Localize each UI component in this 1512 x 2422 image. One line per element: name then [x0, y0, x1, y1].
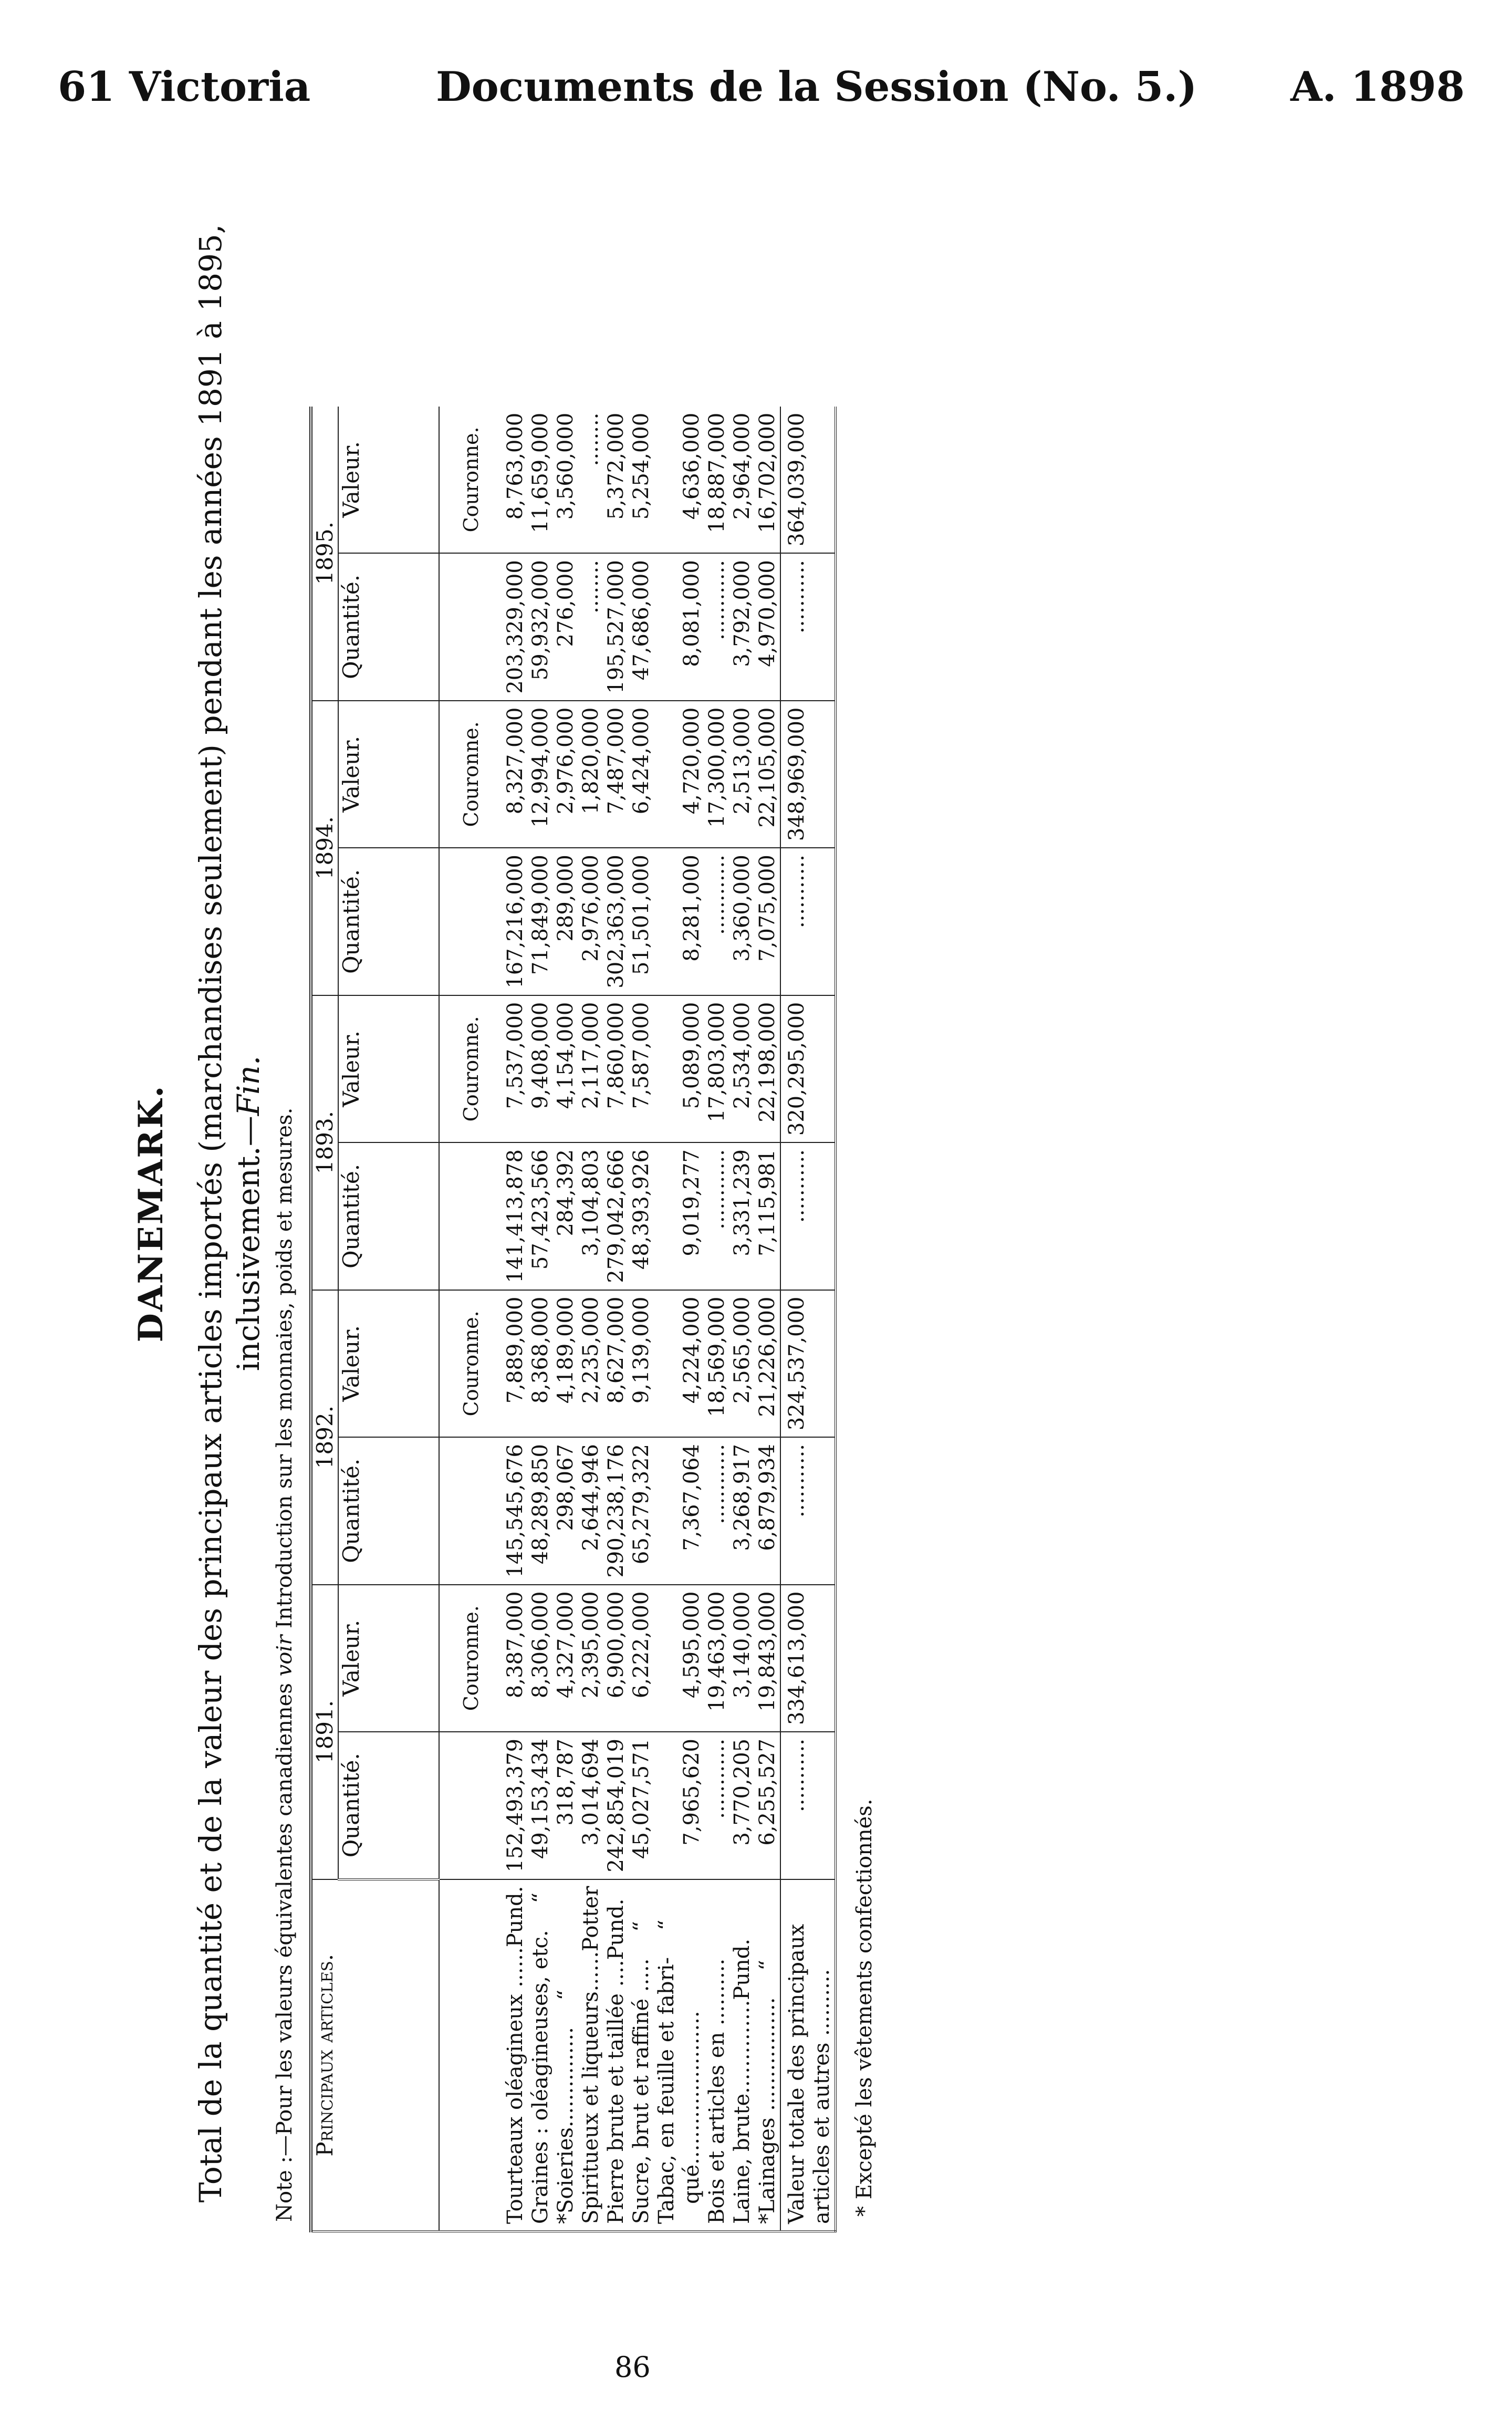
quantity-cell: 7,075,000 — [755, 848, 780, 995]
quantity-cell: 2,976,000 — [578, 848, 603, 995]
quantity-cell: 48,393,926 — [629, 1142, 654, 1290]
value-cell: 8,763,000 — [503, 407, 528, 553]
article-name: Tourteaux oléagineux ......Pund. — [503, 1879, 528, 2231]
article-name: *Lainages ................. “ — [755, 1879, 780, 2231]
quantity-cell: 71,849,000 — [528, 848, 553, 995]
value-cell — [654, 407, 679, 553]
quantity-cell: 7,965,620 — [679, 1732, 704, 1879]
total-label-line2: articles et autres .......... — [810, 1969, 834, 2224]
note-suffix: Introduction sur les monnaies, poids et mesures. — [273, 1107, 297, 1635]
quantity-cell: ............ — [704, 1732, 729, 1879]
quantity-cell: 242,854,019 — [603, 1732, 629, 1879]
value-cell: 17,803,000 — [704, 995, 729, 1142]
value-cell: 19,463,000 — [704, 1585, 729, 1732]
quantity-cell: 7,115,981 — [755, 1142, 780, 1290]
unit-label: Couronne. — [439, 1290, 503, 1437]
total-value-cell: 320,295,000 — [780, 995, 836, 1142]
table-row — [654, 407, 679, 2231]
quantity-cell: 284,392 — [553, 1142, 578, 1290]
valeur-header: Valeur. — [338, 407, 439, 553]
value-cell: 2,117,000 — [578, 995, 603, 1142]
value-cell: 22,105,000 — [755, 701, 780, 848]
value-cell — [654, 995, 679, 1142]
quantity-cell: 8,081,000 — [679, 553, 704, 700]
value-cell: 8,627,000 — [603, 1290, 629, 1437]
value-cell — [654, 701, 679, 848]
quantity-cell: ............ — [704, 1142, 729, 1290]
table-row — [629, 407, 654, 2231]
value-cell: 8,327,000 — [503, 701, 528, 848]
table-subtitle — [192, 168, 267, 2259]
article-name: Tabac, en feuille et fabri- “ — [654, 1879, 679, 2231]
subtitle-line1: Total de la quantité et de la valeur des principaux articles importés (marchandises seulement) pendant les années 1891 à 1895, — [193, 224, 228, 2203]
quantity-cell: 289,000 — [553, 848, 578, 995]
quantite-header: Quantité. — [338, 553, 439, 700]
table-row — [755, 407, 780, 2231]
value-cell: 1,820,000 — [578, 701, 603, 848]
value-cell: 4,636,000 — [679, 407, 704, 553]
value-cell: 2,513,000 — [729, 701, 755, 848]
value-cell: 7,860,000 — [603, 995, 629, 1142]
article-name: Pierre brute et taillée ....Pund. — [603, 1879, 629, 2231]
value-cell: 4,327,000 — [553, 1585, 578, 1732]
quantity-cell: 3,268,917 — [729, 1437, 755, 1584]
value-cell — [654, 1585, 679, 1732]
article-name: qué....................... — [679, 1879, 704, 2231]
value-cell: 4,720,000 — [679, 701, 704, 848]
article-name: Sucre, brut et raffiné ..... “ — [629, 1879, 654, 2231]
article-name: Spiritueux et liqueurs......Potter — [578, 1879, 603, 2231]
quantity-cell: 3,014,694 — [578, 1732, 603, 1879]
value-cell: 2,964,000 — [729, 407, 755, 553]
year-header: 1894. — [311, 701, 338, 995]
year-header: 1891. — [311, 1585, 338, 1879]
quantity-cell: 57,423,566 — [528, 1142, 553, 1290]
quantity-cell — [654, 553, 679, 700]
quantite-header: Quantité. — [338, 1142, 439, 1290]
table-row — [679, 407, 704, 2231]
year-header: 1893. — [311, 995, 338, 1290]
value-cell: 2,395,000 — [578, 1585, 603, 1732]
quantity-cell: 152,493,379 — [503, 1732, 528, 1879]
note-prefix: Note :—Pour les valeurs équivalentes canadiennes — [273, 1676, 297, 2222]
quantity-cell: ........ — [578, 553, 603, 700]
quantity-cell — [654, 1437, 679, 1584]
value-cell: 21,226,000 — [755, 1290, 780, 1437]
quantity-cell: 3,792,000 — [729, 553, 755, 700]
total-body — [780, 407, 836, 2231]
table-row — [578, 407, 603, 2231]
total-quantity-cell: ........... — [780, 1437, 836, 1584]
value-cell: 3,140,000 — [729, 1585, 755, 1732]
quantity-cell: 7,367,064 — [679, 1437, 704, 1584]
quantity-cell — [654, 848, 679, 995]
quantity-cell: 2,644,946 — [578, 1437, 603, 1584]
value-cell: 9,408,000 — [528, 995, 553, 1142]
quantity-cell: ............ — [704, 848, 729, 995]
quantity-cell: 302,363,000 — [603, 848, 629, 995]
value-cell: 17,300,000 — [704, 701, 729, 848]
table-row — [503, 407, 528, 2231]
quantity-cell: ............ — [704, 553, 729, 700]
total-row — [780, 407, 836, 2231]
value-cell: 18,887,000 — [704, 407, 729, 553]
article-name: Laine, brute..............Pund. — [729, 1879, 755, 2231]
total-value-cell: 334,613,000 — [780, 1585, 836, 1732]
total-value-cell: 348,969,000 — [780, 701, 836, 848]
value-cell: 6,900,000 — [603, 1585, 629, 1732]
header-left: 61 Victoria — [58, 63, 311, 111]
quantity-cell: 51,501,000 — [629, 848, 654, 995]
page-header — [47, 63, 1480, 121]
table-row — [553, 407, 578, 2231]
quantity-cell: 4,970,000 — [755, 553, 780, 700]
valeur-header: Valeur. — [338, 1585, 439, 1732]
value-cell: 8,387,000 — [503, 1585, 528, 1732]
total-quantity-cell: ........... — [780, 1142, 836, 1290]
quantity-cell: 6,255,527 — [755, 1732, 780, 1879]
footnote: * Excepté les vêtements confectionnés. — [852, 1799, 877, 2217]
value-cell: ........ — [578, 407, 603, 553]
table-body — [439, 407, 780, 2231]
value-cell — [654, 1290, 679, 1437]
value-cell: 6,424,000 — [629, 701, 654, 848]
note — [273, 179, 297, 2222]
table-row — [729, 407, 755, 2231]
value-cell: 7,889,000 — [503, 1290, 528, 1437]
table-row — [603, 407, 629, 2231]
value-cell: 4,224,000 — [679, 1290, 704, 1437]
year-header: 1895. — [311, 407, 338, 701]
value-cell: 6,222,000 — [629, 1585, 654, 1732]
valeur-header: Valeur. — [338, 1290, 439, 1437]
header-center: Documents de la Session (No. 5.) — [436, 63, 1197, 111]
quantity-cell: 45,027,571 — [629, 1732, 654, 1879]
quantity-cell: 203,329,000 — [503, 553, 528, 700]
quantity-cell: 167,216,000 — [503, 848, 528, 995]
quantite-header: Quantité. — [338, 848, 439, 995]
quantity-cell: 9,019,277 — [679, 1142, 704, 1290]
quantite-header: Quantité. — [338, 1437, 439, 1584]
value-cell: 5,089,000 — [679, 995, 704, 1142]
year-header-row — [311, 407, 338, 2231]
value-cell: 12,994,000 — [528, 701, 553, 848]
quantity-cell: 290,238,176 — [603, 1437, 629, 1584]
total-label-line1: Valeur totale des principaux — [785, 1924, 809, 2224]
unit-label: Couronne. — [439, 407, 503, 553]
quantity-cell: 276,000 — [553, 553, 578, 700]
page-number: 86 — [614, 2351, 651, 2384]
quantity-cell — [654, 1142, 679, 1290]
value-cell: 8,306,000 — [528, 1585, 553, 1732]
principal-articles-header: Principaux articles. — [311, 1879, 439, 2231]
value-cell: 7,487,000 — [603, 701, 629, 848]
quantity-cell: 141,413,878 — [503, 1142, 528, 1290]
quantity-cell: 279,042,666 — [603, 1142, 629, 1290]
value-cell: 22,198,000 — [755, 995, 780, 1142]
value-cell: 5,372,000 — [603, 407, 629, 553]
total-value-cell: 364,039,000 — [780, 407, 836, 553]
total-quantity-cell: ........... — [780, 553, 836, 700]
quantity-cell: 49,153,434 — [528, 1732, 553, 1879]
unit-row — [439, 407, 503, 2231]
value-cell: 7,537,000 — [503, 995, 528, 1142]
note-voir: voir — [273, 1635, 297, 1677]
table-row — [704, 407, 729, 2231]
quantity-cell: 195,527,000 — [603, 553, 629, 700]
value-cell: 7,587,000 — [629, 995, 654, 1142]
value-cell: 2,976,000 — [553, 701, 578, 848]
value-cell: 5,254,000 — [629, 407, 654, 553]
quantite-header: Quantité. — [338, 1732, 439, 1879]
value-cell: 2,534,000 — [729, 995, 755, 1142]
year-header: 1892. — [311, 1290, 338, 1585]
valeur-header: Valeur. — [338, 701, 439, 848]
article-name: Bois et articles en .......... — [704, 1879, 729, 2231]
value-cell: 16,702,000 — [755, 407, 780, 553]
value-cell: 11,659,000 — [528, 407, 553, 553]
unit-label: Couronne. — [439, 701, 503, 848]
value-cell: 8,368,000 — [528, 1290, 553, 1437]
value-cell: 4,189,000 — [553, 1290, 578, 1437]
country-title: DANEMARK. — [131, 1084, 171, 1343]
value-cell: 3,560,000 — [553, 407, 578, 553]
value-cell: 18,569,000 — [704, 1290, 729, 1437]
quantity-cell: 3,360,000 — [729, 848, 755, 995]
quantity-cell: 3,331,239 — [729, 1142, 755, 1290]
subtitle-fin: Fin. — [231, 1055, 266, 1116]
quantity-cell: 3,104,803 — [578, 1142, 603, 1290]
rotated-table-block — [131, 158, 1465, 2269]
quantity-cell: ............ — [704, 1437, 729, 1584]
quantity-cell: 6,879,934 — [755, 1437, 780, 1584]
quantity-cell: 48,289,850 — [528, 1437, 553, 1584]
value-cell: 2,565,000 — [729, 1290, 755, 1437]
table-row — [528, 407, 553, 2231]
total-value-cell: 324,537,000 — [780, 1290, 836, 1437]
quantity-cell: 47,686,000 — [629, 553, 654, 700]
subtitle-line2: inclusivement.— — [231, 1116, 266, 1371]
article-name: Graines : oléagineuses, etc. “ — [528, 1879, 553, 2231]
article-name: *Soieries............... “ — [553, 1879, 578, 2231]
unit-label: Couronne. — [439, 995, 503, 1142]
unit-label: Couronne. — [439, 1585, 503, 1732]
value-cell: 2,235,000 — [578, 1290, 603, 1437]
valeur-header: Valeur. — [338, 995, 439, 1142]
quantity-cell: 65,279,322 — [629, 1437, 654, 1584]
header-right: A. 1898 — [1290, 63, 1465, 111]
import-table — [309, 407, 837, 2232]
quantity-cell: 145,545,676 — [503, 1437, 528, 1584]
quantity-cell: 59,932,000 — [528, 553, 553, 700]
quantity-cell: 8,281,000 — [679, 848, 704, 995]
value-cell: 4,154,000 — [553, 995, 578, 1142]
value-cell: 4,595,000 — [679, 1585, 704, 1732]
value-cell: 19,843,000 — [755, 1585, 780, 1732]
quantity-cell: 318,787 — [553, 1732, 578, 1879]
total-quantity-cell: ........... — [780, 1732, 836, 1879]
total-label — [780, 1879, 836, 2231]
total-quantity-cell: ........... — [780, 848, 836, 995]
quantity-cell: 3,770,205 — [729, 1732, 755, 1879]
value-cell: 9,139,000 — [629, 1290, 654, 1437]
quantity-cell: 298,067 — [553, 1437, 578, 1584]
quantity-cell — [654, 1732, 679, 1879]
